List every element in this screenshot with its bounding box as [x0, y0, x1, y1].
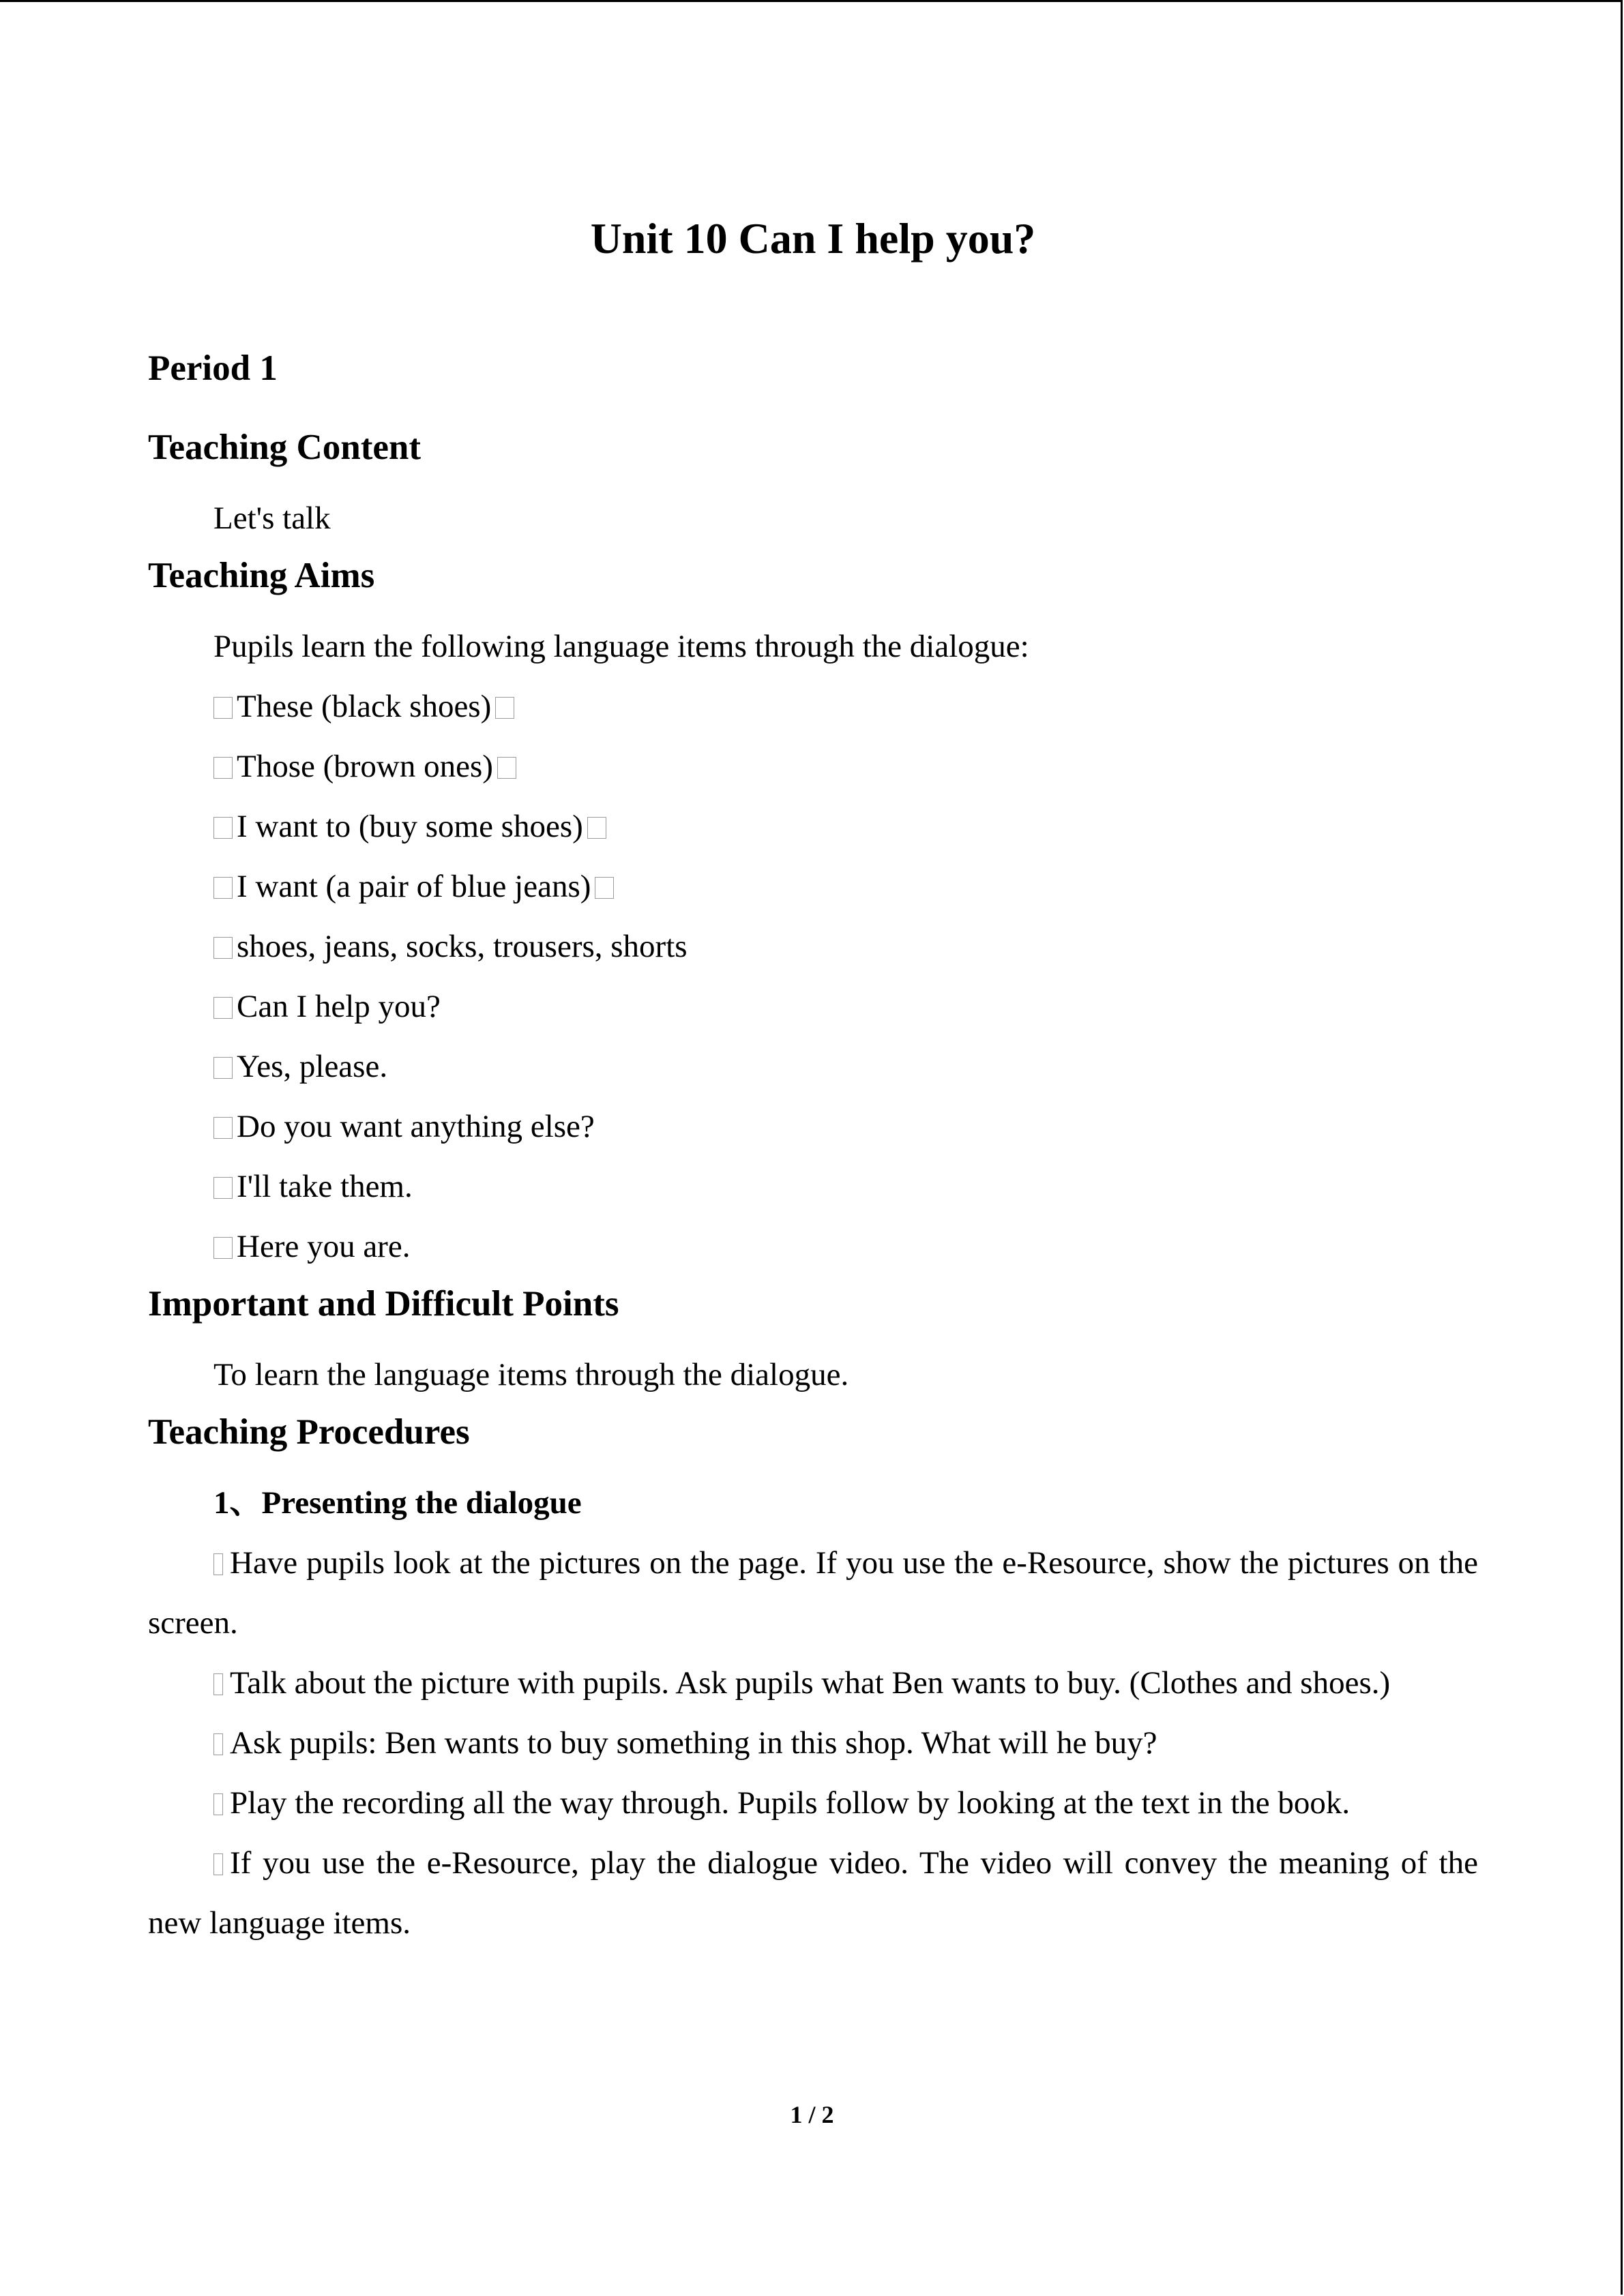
- bullet-icon: [213, 1673, 223, 1695]
- missing-glyph-icon: [495, 697, 514, 719]
- teaching-procedures-heading: Teaching Procedures: [148, 1412, 470, 1452]
- step-title-text: Presenting the dialogue: [261, 1485, 582, 1521]
- missing-glyph-icon: [213, 877, 233, 899]
- period-heading: Period 1: [148, 348, 278, 388]
- procedure-paragraph-text: Play the recording all the way through. Pupils follow by looking at the text in the book.: [230, 1785, 1350, 1821]
- aim-item-text: Can I help you?: [237, 989, 441, 1024]
- aim-item-text: Here you are.: [237, 1229, 411, 1264]
- missing-glyph-icon: [213, 817, 233, 839]
- step-title: [148, 1473, 1478, 1533]
- procedure-paragraph: [148, 1833, 1478, 1953]
- aim-item: [148, 1157, 1478, 1217]
- teaching-content-text: Let's talk: [213, 501, 331, 536]
- aim-item: [148, 1217, 1478, 1277]
- procedure-paragraph-text: Ask pupils: Ben wants to buy something in this shop. What will he buy?: [230, 1725, 1157, 1761]
- missing-glyph-icon: [587, 817, 606, 839]
- bullet-icon: [213, 1733, 223, 1755]
- procedure-paragraph: [148, 1713, 1478, 1773]
- aim-item: [148, 916, 1478, 976]
- aim-item-text: I'll take them.: [237, 1169, 413, 1204]
- document-body: [148, 205, 1478, 1953]
- teaching-aims-intro: Pupils learn the following language items through the dialogue:: [213, 629, 1029, 664]
- important-points-text: To learn the language items through the dialogue.: [213, 1357, 849, 1392]
- missing-glyph-icon: [213, 1237, 233, 1259]
- important-points-heading: Important and Difficult Points: [148, 1284, 619, 1324]
- aim-item: [148, 856, 1478, 916]
- aim-item-text: Those (brown ones): [237, 749, 493, 784]
- aim-item-text: shoes, jeans, socks, trousers, shorts: [237, 929, 688, 964]
- procedure-paragraph-text: Talk about the picture with pupils. Ask pupils what Ben wants to buy. (Clothes and shoes.): [230, 1665, 1391, 1701]
- aim-item-text: Yes, please.: [237, 1049, 388, 1084]
- bullet-icon: [213, 1793, 223, 1815]
- procedure-paragraph: [148, 1533, 1478, 1653]
- aim-item-text: I want to (buy some shoes): [237, 809, 583, 844]
- missing-glyph-icon: [595, 877, 614, 899]
- aim-item: [148, 976, 1478, 1037]
- missing-glyph-icon: [497, 757, 516, 779]
- aim-item-text: These (black shoes): [237, 689, 492, 724]
- missing-glyph-icon: [213, 937, 233, 959]
- missing-glyph-icon: [213, 1057, 233, 1079]
- teaching-content-heading: Teaching Content: [148, 428, 422, 467]
- missing-glyph-icon: [213, 997, 233, 1019]
- teaching-aims-list: [148, 676, 1478, 1277]
- procedure-paragraph: [148, 1773, 1478, 1833]
- procedure-paragraph-text: Have pupils look at the pictures on the page. If you use the e-Resource, show the pictures on the screen.: [148, 1545, 1478, 1641]
- aim-item: [148, 676, 1478, 736]
- procedure-paragraph-text: If you use the e-Resource, play the dialogue video. The video will convey the meaning of the new language items.: [148, 1845, 1478, 1941]
- missing-glyph-icon: [213, 1177, 233, 1199]
- teaching-aims-heading: Teaching Aims: [148, 556, 375, 595]
- aim-item-text: I want (a pair of blue jeans): [237, 869, 591, 904]
- missing-glyph-icon: [213, 697, 233, 719]
- step-number: 1、: [213, 1485, 262, 1521]
- aim-item: [148, 796, 1478, 856]
- document-title: Unit 10 Can I help you?: [590, 214, 1036, 263]
- aim-item: [148, 1037, 1478, 1097]
- missing-glyph-icon: [213, 757, 233, 779]
- aim-item: [148, 1097, 1478, 1157]
- procedure-list: [148, 1533, 1478, 1953]
- missing-glyph-icon: [213, 1117, 233, 1139]
- aim-item-text: Do you want anything else?: [237, 1109, 595, 1144]
- procedure-paragraph: [148, 1653, 1478, 1713]
- page-number: 1 / 2: [790, 2101, 834, 2128]
- bullet-icon: [213, 1853, 223, 1875]
- aim-item: [148, 736, 1478, 796]
- bullet-icon: [213, 1553, 223, 1575]
